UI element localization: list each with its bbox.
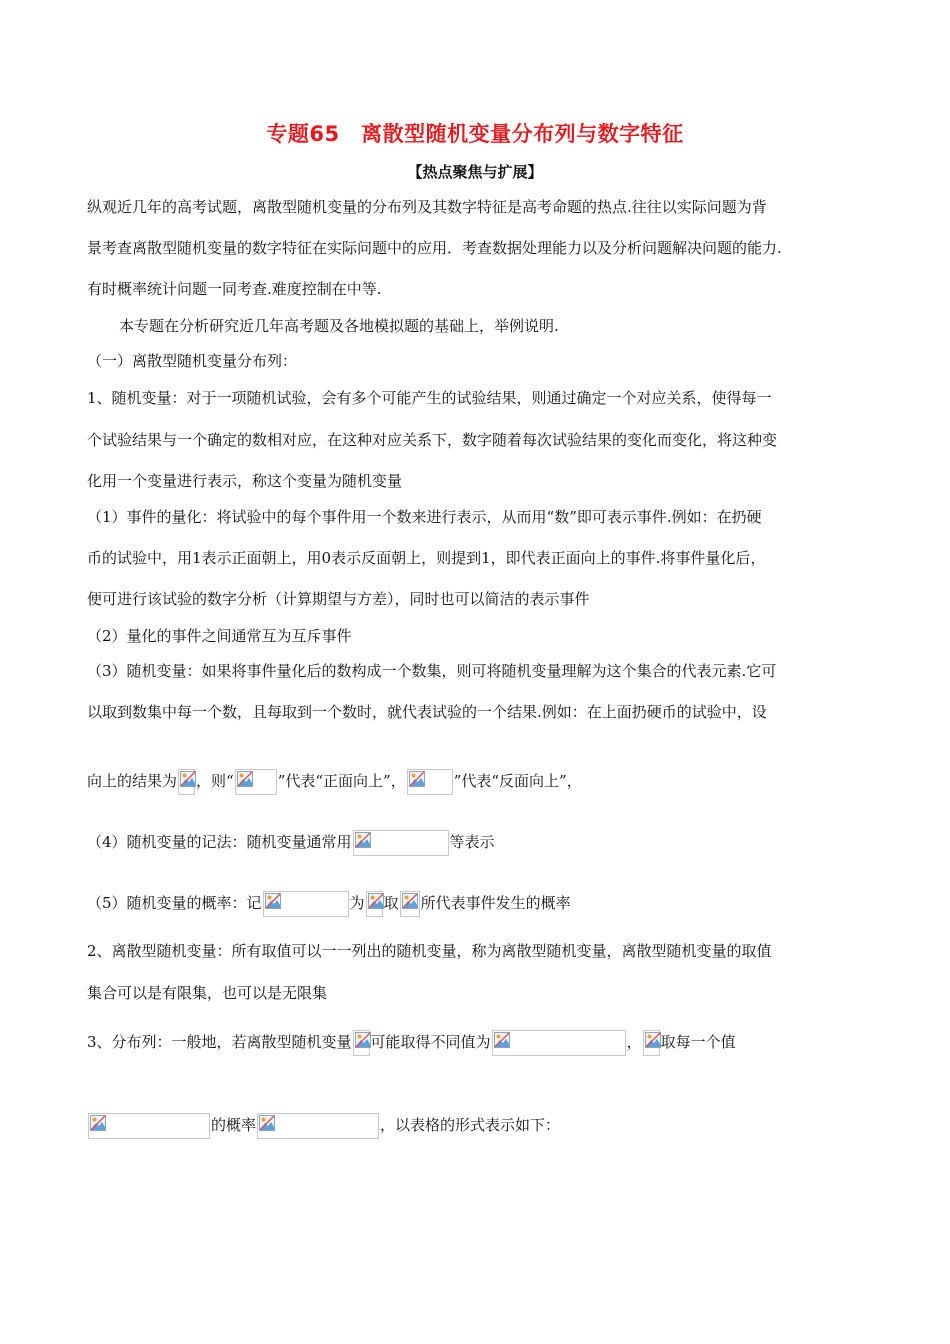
- paragraph-line: 化用一个变量进行表示，称这个变量为随机变量: [87, 472, 403, 490]
- text: 的概率: [211, 1116, 257, 1134]
- formula-image-icon: [492, 1030, 626, 1056]
- text: ，: [626, 1033, 642, 1051]
- paragraph-line: 本专题在分析研究近几年高考题及各地模拟题的基础上，举例说明.: [119, 317, 559, 335]
- section-heading-1: （一）离散型随机变量分布列：: [87, 352, 298, 370]
- paragraph-line: 2、离散型随机变量：所有取值可以一一列出的随机变量，称为离散型随机变量，离散型随机变量的取值: [87, 942, 772, 960]
- text: 等表示: [449, 833, 495, 851]
- formula-image-icon: [366, 891, 383, 917]
- text: 3、分布列：一般地，若离散型随机变量: [87, 1033, 352, 1051]
- text: ，以表格的形式表示如下：: [380, 1116, 561, 1134]
- paragraph-line: 纵观近几年的高考试题，离散型随机变量的分布列及其数字特征是高考命题的热点.往往以实际问题为背: [87, 198, 767, 216]
- text: 向上的结果为: [87, 772, 178, 790]
- text: ”代表“反面向上”，: [453, 772, 582, 790]
- paragraph-line: （3）随机变量：如果将事件量化后的数构成一个数集，则可将随机变量理解为这个集合的代表元素.它可: [87, 662, 777, 680]
- paragraph-line: 便可进行该试验的数字分析（计算期望与方差），同时也可以简洁的表示事件: [87, 590, 590, 608]
- paragraph-line-with-formulas: [87, 769, 867, 795]
- paragraph-line-with-formulas: [87, 891, 867, 917]
- text: 取: [383, 894, 399, 912]
- formula-image-icon: [88, 1113, 210, 1139]
- paragraph-line-with-formulas: [87, 1113, 867, 1139]
- page-title: 专题65 离散型随机变量分布列与数字特征: [266, 122, 684, 146]
- paragraph-line-with-formulas: [87, 830, 867, 856]
- text: ”代表“正面向上”，: [277, 772, 406, 790]
- paragraph-line-with-formulas: [87, 1030, 867, 1056]
- paragraph-line: 1、随机变量：对于一项随机试验，会有多个可能产生的试验结果，则通过确定一个对应关系，使得每一: [87, 389, 772, 407]
- formula-image-icon: [400, 891, 420, 917]
- paragraph-line: 集合可以是有限集，也可以是无限集: [87, 984, 328, 1002]
- paragraph-line: 有时概率统计问题一同考查.难度控制在中等.: [87, 280, 382, 298]
- formula-image-icon: [178, 769, 195, 795]
- formula-image-icon: [257, 1113, 379, 1139]
- paragraph-line: 币的试验中，用1表示正面朝上，用0表示反面朝上，则提到1，即代表正面向上的事件.将事件量化后，: [87, 549, 766, 567]
- formula-image-icon: [353, 830, 449, 856]
- text: 为: [349, 894, 365, 912]
- paragraph-line: 个试验结果与一个确定的数相对应，在这种对应关系下，数字随着每次试验结果的变化而变化，将这种变: [87, 431, 778, 449]
- formula-image-icon: [643, 1030, 660, 1056]
- section-heading: 【热点聚焦与扩展】: [407, 163, 543, 181]
- paragraph-line: 景考查离散型随机变量的数字特征在实际问题中的应用．考查数据处理能力以及分析问题解决问题的能力.: [87, 239, 782, 257]
- text: （5）随机变量的概率：记: [87, 894, 262, 912]
- text: （4）随机变量的记法：随机变量通常用: [87, 833, 352, 851]
- text: 取每一个值: [660, 1033, 736, 1051]
- formula-image-icon: [407, 769, 453, 795]
- paragraph-line: 以取到数集中每一个数，且每取到一个数时，就代表试验的一个结果.例如：在上面扔硬币的试验中，设: [87, 703, 767, 721]
- paragraph-line: （1）事件的量化：将试验中的每个事件用一个数来进行表示，从而用“数”即可表示事件.例如：在扔硬: [87, 508, 762, 526]
- text: ，则“: [196, 772, 234, 790]
- text: 所代表事件发生的概率: [420, 894, 571, 912]
- formula-image-icon: [263, 891, 349, 917]
- text: 可能取得不同值为: [370, 1033, 491, 1051]
- formula-image-icon: [235, 769, 277, 795]
- paragraph-line: （2）量化的事件之间通常互为互斥事件: [87, 627, 352, 645]
- formula-image-icon: [353, 1030, 370, 1056]
